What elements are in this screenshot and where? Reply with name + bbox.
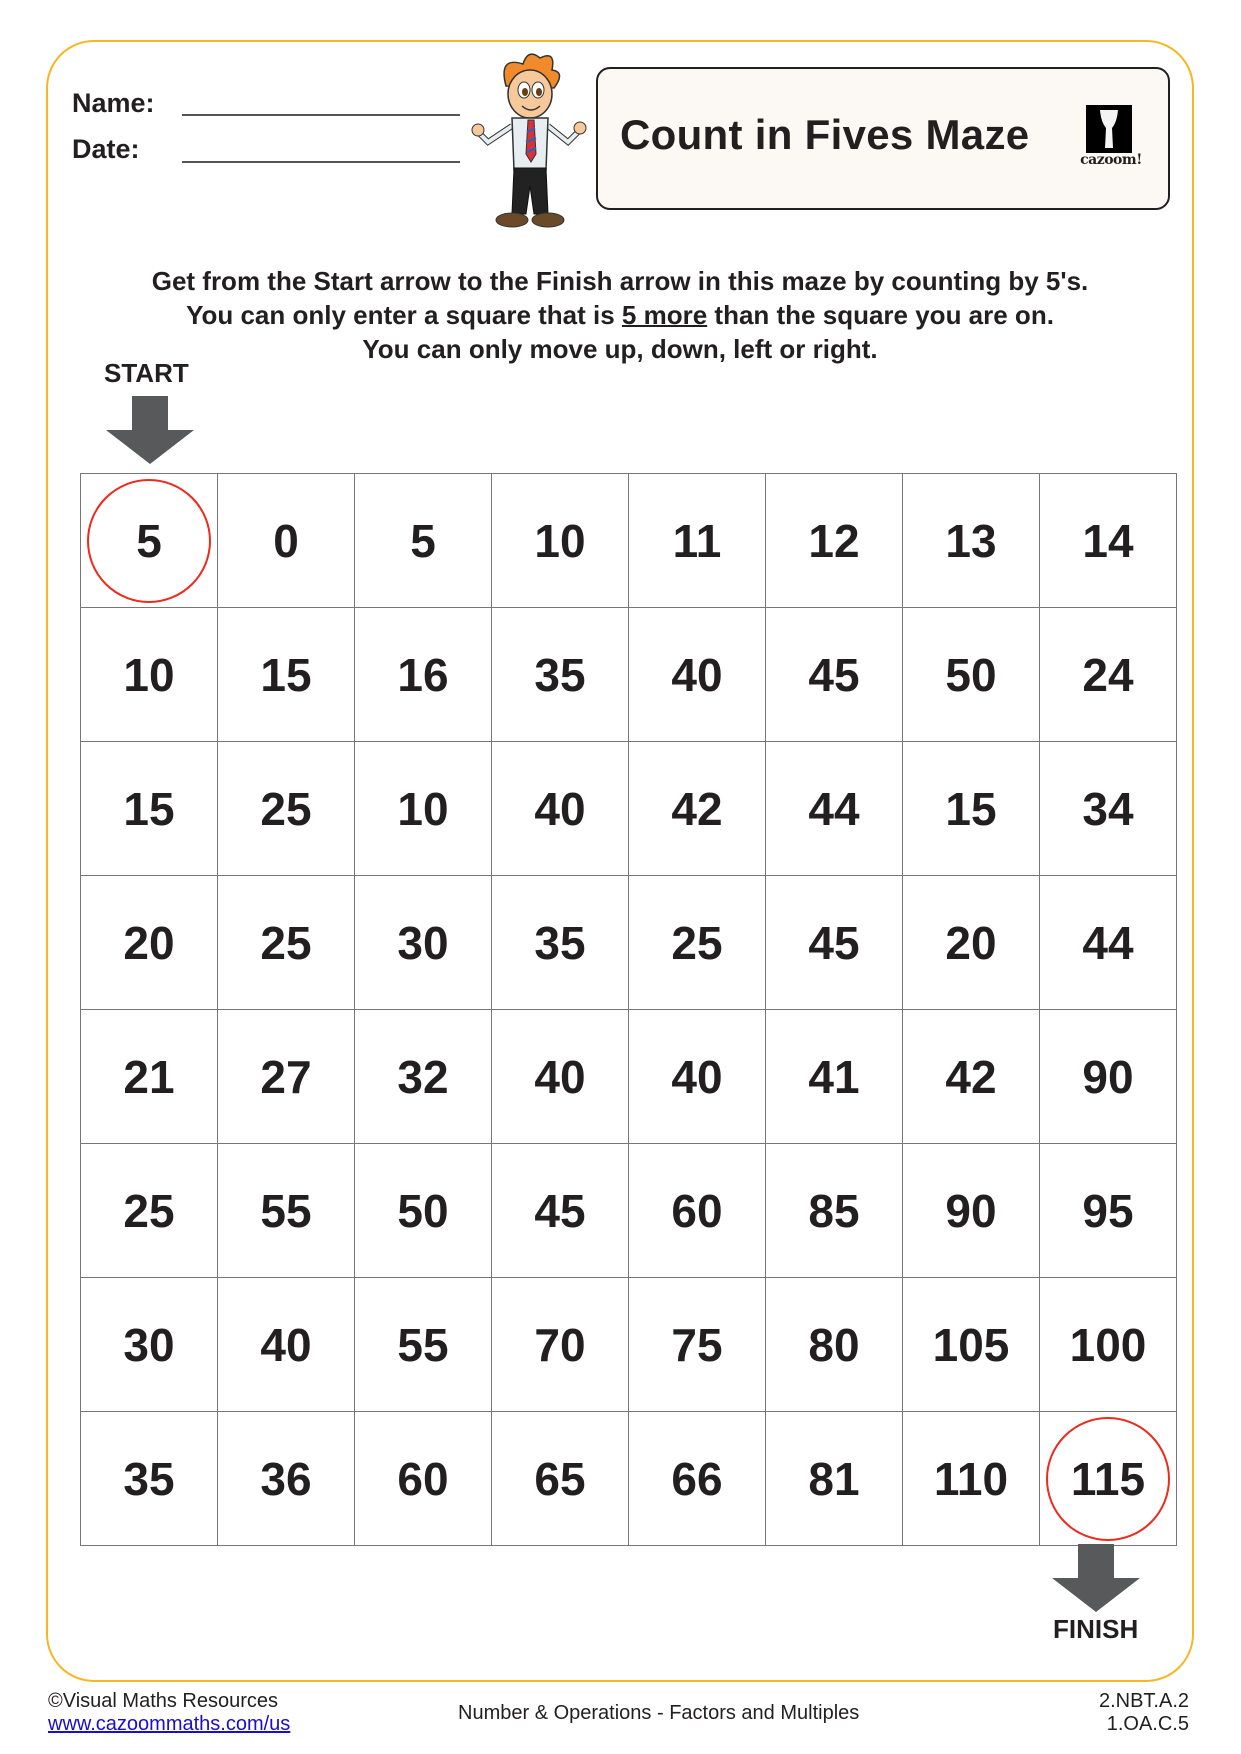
maze-cell[interactable] [1040,1144,1177,1278]
maze-cell[interactable] [629,1412,766,1546]
maze-cell[interactable] [492,474,629,608]
mascot-icon [468,46,588,232]
maze-cell-value: 80 [808,1318,860,1371]
finish-label: FINISH [1053,1614,1139,1644]
maze-cell[interactable] [1040,1010,1177,1144]
maze-cell[interactable] [355,608,492,742]
maze-cell[interactable] [492,1412,629,1546]
maze-cell-value: 10 [397,782,449,835]
maze-cell[interactable] [355,1412,492,1546]
maze-grid [80,473,1177,1546]
maze-cell[interactable] [355,1278,492,1412]
maze-row [81,1412,1177,1546]
maze-cell-value: 25 [671,916,723,969]
maze-cell[interactable] [629,876,766,1010]
copyright-text: ©Visual Maths Resources [48,1690,279,1712]
date-label: Date: [72,134,140,164]
maze-cell[interactable] [766,1278,903,1412]
maze-cell[interactable] [355,876,492,1010]
maze-cell-value: 40 [671,1050,723,1103]
maze-cell[interactable] [903,876,1040,1010]
maze-cell[interactable] [1040,1278,1177,1412]
maze-cell-value: 35 [123,1452,175,1505]
maze-cell[interactable] [81,1144,218,1278]
maze-cell[interactable] [81,876,218,1010]
start-label: START [104,358,189,388]
maze-cell[interactable] [766,608,903,742]
maze-cell[interactable] [81,608,218,742]
start-arrow-down-icon [106,396,194,464]
finish-arrow-down-icon [1052,1544,1140,1612]
maze-cell-value: 45 [808,648,860,701]
website-link[interactable]: www.cazoommaths.com/us [48,1713,291,1735]
maze-cell-value: 40 [671,648,723,701]
footer-standards [1099,1690,1189,1736]
maze-cell[interactable] [81,474,218,608]
instructions [60,264,1180,366]
maze-cell-value: 50 [945,648,997,701]
maze-cell[interactable] [1040,474,1177,608]
maze-cell[interactable] [492,1144,629,1278]
maze-cell[interactable] [766,474,903,608]
maze-cell[interactable] [1040,608,1177,742]
maze-cell-value: 45 [534,1184,586,1237]
maze-cell-value: 50 [397,1184,449,1237]
maze-cell-value: 24 [1082,648,1134,701]
maze-cell[interactable] [629,608,766,742]
instruction-line-1: Get from the Start arrow to the Finish arrow in this maze by counting by 5's. [151,266,1089,296]
maze-cell-value: 40 [260,1318,312,1371]
maze-cell[interactable] [629,1144,766,1278]
maze-cell-value: 15 [945,782,997,835]
maze-row [81,1278,1177,1412]
maze-cell-value: 60 [671,1184,723,1237]
maze-cell[interactable] [629,1010,766,1144]
maze-row [81,742,1177,876]
maze-cell-value: 66 [671,1452,723,1505]
maze-cell-value: 40 [534,782,586,835]
maze-cell-value: 15 [260,648,312,701]
maze-cell-value: 10 [534,514,586,567]
maze-cell[interactable] [492,608,629,742]
maze-cell-value: 30 [123,1318,175,1371]
footer-topic: Number & Operations - Factors and Multiples [458,1702,860,1724]
maze-cell-value: 45 [808,916,860,969]
instruction-line-2 [60,298,1180,332]
instruction-line-2-end: than the square you are on. [707,300,1054,330]
maze-cell-value: 60 [397,1452,449,1505]
maze-cell[interactable] [903,742,1040,876]
maze-cell[interactable] [355,1144,492,1278]
maze-cell[interactable] [903,1144,1040,1278]
maze-cell[interactable] [218,876,355,1010]
maze-cell-value: 90 [945,1184,997,1237]
maze-row [81,474,1177,608]
maze-cell-value: 13 [945,514,997,567]
maze-row [81,608,1177,742]
name-field[interactable] [182,114,460,116]
maze-cell-value: 30 [397,916,449,969]
maze-cell-value: 15 [123,782,175,835]
maze-cell-value: 5 [136,514,162,567]
maze-cell-value: 20 [123,916,175,969]
maze-cell[interactable] [355,1010,492,1144]
maze-cell[interactable] [218,474,355,608]
maze-cell[interactable] [218,1010,355,1144]
maze-row [81,1010,1177,1144]
maze-cell[interactable] [81,742,218,876]
maze-cell[interactable] [903,1412,1040,1546]
maze-cell-value: 42 [671,782,723,835]
maze-cell-value: 0 [273,514,299,567]
maze-cell[interactable] [81,1412,218,1546]
maze-row [81,1144,1177,1278]
maze-cell[interactable] [903,1010,1040,1144]
page-title: Count in Fives Maze [620,111,1030,158]
maze-cell-value: 100 [1069,1318,1147,1371]
maze-cell[interactable] [81,1010,218,1144]
maze-cell-value: 27 [260,1050,312,1103]
maze-cell-value: 32 [397,1050,449,1103]
footer-credits [48,1690,290,1736]
maze-cell[interactable] [629,1278,766,1412]
standard-2: 1.OA.C.5 [1106,1713,1189,1735]
maze-cell-value: 95 [1082,1184,1134,1237]
maze-cell-value: 34 [1082,782,1134,835]
maze-cell-value: 10 [123,648,175,701]
maze-cell-value: 65 [534,1452,586,1505]
maze-cell[interactable] [492,1010,629,1144]
name-label: Name: [72,88,155,118]
maze-cell[interactable] [629,474,766,608]
maze-cell-value: 85 [808,1184,860,1237]
maze-cell-value: 110 [933,1452,1009,1505]
maze-cell-value: 42 [945,1050,997,1103]
drum-icon [1086,105,1132,153]
maze-cell-value: 21 [123,1050,175,1103]
maze-cell-value: 90 [1082,1050,1134,1103]
maze-cell[interactable] [766,876,903,1010]
maze-cell-value: 44 [808,782,860,835]
cazoom-logo [1076,105,1146,167]
instruction-line-2-start: You can only enter a square that is [186,300,622,330]
maze-cell-value: 5 [410,514,436,567]
maze-cell[interactable] [218,742,355,876]
maze-cell[interactable] [629,742,766,876]
maze-cell[interactable] [492,742,629,876]
maze-cell-value: 55 [260,1184,312,1237]
maze-cell-value: 70 [534,1318,586,1371]
maze-cell[interactable] [766,1010,903,1144]
maze-cell[interactable] [1040,742,1177,876]
maze-cell-value: 25 [260,782,312,835]
instruction-line-3: You can only move up, down, left or right. [362,334,878,364]
maze-cell[interactable] [1040,876,1177,1010]
maze-cell[interactable] [766,1144,903,1278]
maze-cell[interactable] [355,742,492,876]
maze-cell[interactable] [766,1412,903,1546]
maze-cell[interactable] [903,474,1040,608]
maze-cell-value: 75 [671,1318,723,1371]
instruction-emphasis: 5 more [621,300,708,330]
maze-cell-value: 105 [932,1318,1010,1371]
maze-cell-value: 16 [397,648,449,701]
maze-cell[interactable] [218,1144,355,1278]
maze-cell-value: 44 [1082,916,1134,969]
maze-cell[interactable] [218,608,355,742]
maze-cell-value: 115 [1070,1452,1146,1505]
standard-1: 2.NBT.A.2 [1098,1690,1189,1712]
maze-cell[interactable] [1040,1412,1177,1546]
maze-cell-value: 41 [808,1050,860,1103]
maze-cell-value: 81 [808,1452,860,1505]
maze-cell-value: 25 [123,1184,175,1237]
maze-cell[interactable] [766,742,903,876]
maze-cell-value: 25 [260,916,312,969]
maze-cell-value: 35 [534,648,586,701]
maze-cell[interactable] [903,1278,1040,1412]
maze-cell-value: 55 [397,1318,449,1371]
maze-cell-value: 11 [672,514,722,567]
date-field[interactable] [182,161,460,163]
maze-cell[interactable] [355,474,492,608]
maze-cell[interactable] [903,608,1040,742]
maze-cell[interactable] [81,1278,218,1412]
maze-row [81,876,1177,1010]
maze-cell-value: 40 [534,1050,586,1103]
maze-cell-value: 20 [945,916,997,969]
title-box [596,67,1170,210]
maze-cell[interactable] [492,876,629,1010]
maze-cell[interactable] [218,1412,355,1546]
logo-text: cazoom! [1080,152,1142,168]
maze-cell[interactable] [492,1278,629,1412]
maze-cell-value: 36 [260,1452,312,1505]
maze-cell-value: 12 [808,514,860,567]
maze-cell[interactable] [218,1278,355,1412]
maze-cell-value: 35 [534,916,586,969]
maze-cell-value: 14 [1082,514,1134,567]
